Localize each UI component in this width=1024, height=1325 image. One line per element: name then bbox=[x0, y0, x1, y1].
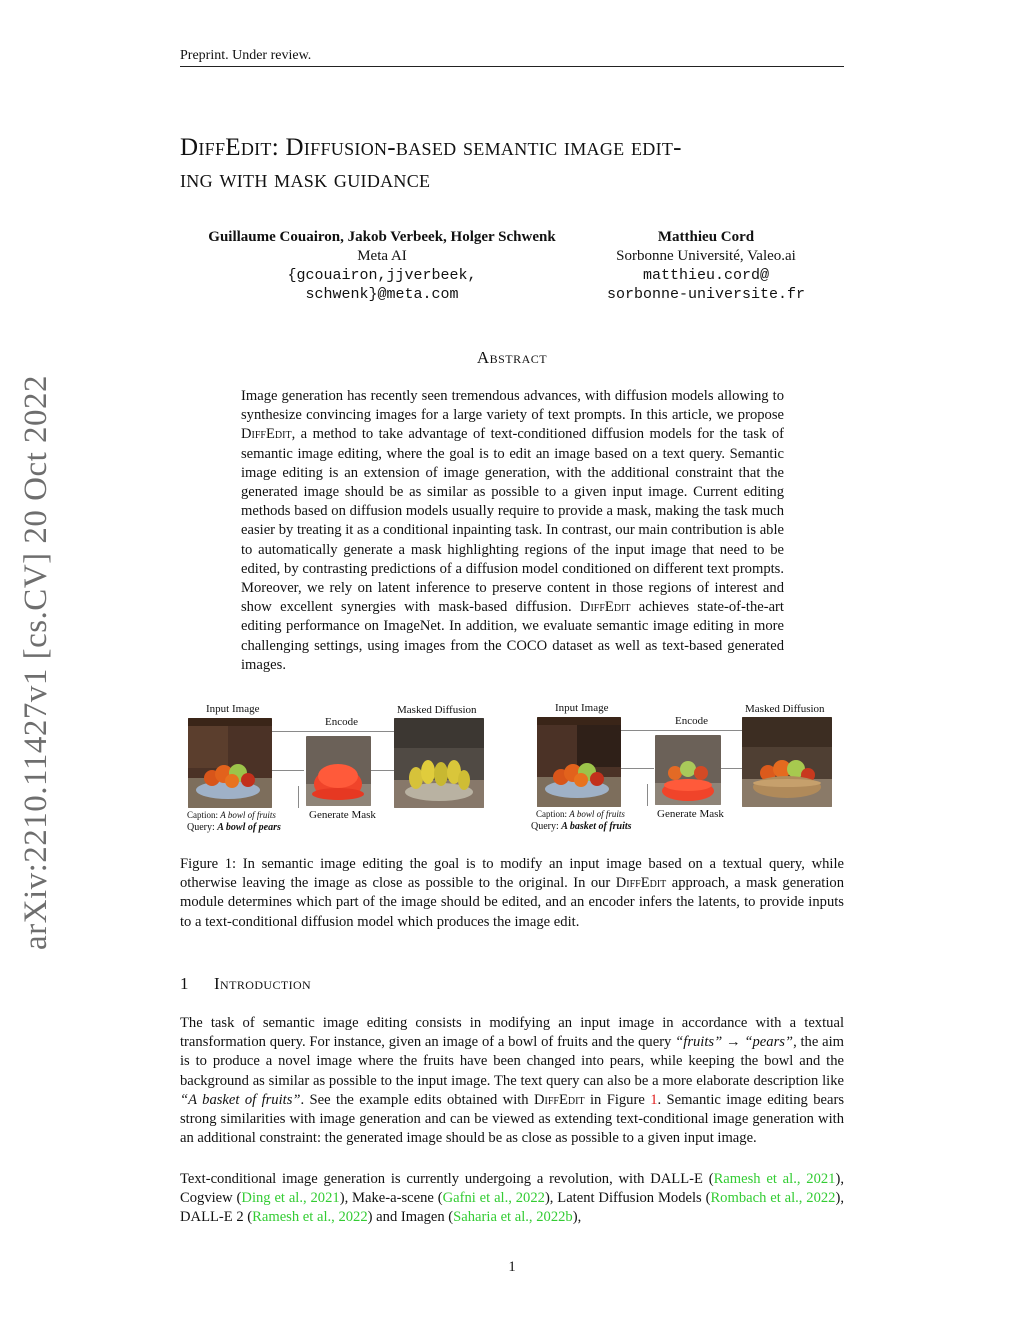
citation-link[interactable]: Ramesh et al., 2022 bbox=[252, 1209, 368, 1226]
quoted-text: “pears” bbox=[744, 1034, 794, 1051]
mask-overlay-photo bbox=[655, 735, 721, 805]
mask-overlay-photo bbox=[306, 736, 371, 806]
fruit-bowl-photo bbox=[188, 718, 272, 808]
query-text: A basket of fruits bbox=[561, 821, 632, 832]
query-label bbox=[531, 821, 632, 832]
caption-prefix: Caption: bbox=[536, 809, 570, 819]
body-text: . Semantic image editing bears strong similarities with image generation and can be viewed as extending text-conditional image generation with an additional constraint: the generated image should be as close as possible to a given input image. bbox=[180, 1091, 844, 1147]
author-email-1: {gcouairon,jjverbeek, bbox=[287, 267, 477, 284]
body-text: . See the example edits obtained with bbox=[300, 1091, 534, 1108]
caption-text: In semantic image editing the goal is to modify an input image based on a textual query, while otherwise leaving the image as close as possible to the original. In our bbox=[180, 856, 844, 892]
citation-link[interactable]: Ramesh et al., 2021 bbox=[713, 1171, 836, 1187]
input-image-label: Input Image bbox=[206, 703, 260, 715]
quoted-text: “fruits” bbox=[675, 1034, 723, 1051]
abstract-text: achieves state-of-the-art editing performance on ImageNet. In addition, we evaluate semantic image editing in more challenging settings, using images from the COCO dataset as well as text-based generated images. bbox=[241, 599, 784, 673]
input-image-label: Input Image bbox=[555, 702, 609, 714]
body-text: ), Latent Diffusion Models ( bbox=[544, 1190, 711, 1207]
paragraph bbox=[180, 1014, 844, 1148]
author-names: Guillaume Couairon, Jakob Verbeek, Holger Schwenk bbox=[208, 229, 556, 245]
figure-reference-link[interactable]: 1 bbox=[650, 1091, 658, 1108]
edited-image-basket bbox=[742, 717, 832, 807]
author-email-2: schwenk}@meta.com bbox=[305, 286, 459, 303]
body-text: in Figure bbox=[584, 1091, 651, 1108]
citation-link[interactable]: Rombach et al., 2022 bbox=[710, 1190, 836, 1207]
query-arrow bbox=[298, 786, 299, 808]
page-number: 1 bbox=[508, 1259, 516, 1275]
method-name: DiffEdit bbox=[241, 426, 292, 443]
generated-mask-image bbox=[655, 735, 721, 805]
author-email-1: matthieu.cord@ bbox=[642, 267, 770, 284]
figure-label: Figure 1: bbox=[180, 856, 237, 872]
body-text: ), Cogview ( bbox=[180, 1171, 844, 1207]
quoted-text: “A basket of fruits” bbox=[180, 1091, 301, 1108]
query-label bbox=[187, 822, 281, 833]
section-title: Introduction bbox=[214, 974, 312, 993]
abstract-heading: Abstract bbox=[476, 348, 548, 367]
body-text: The task of semantic image editing consists in modifying an input image in accordance with a textual transformation query. For instance, given an image of a bowl of fruits and the query bbox=[180, 1015, 844, 1051]
pear-bowl-photo bbox=[394, 718, 484, 808]
figure-caption bbox=[180, 855, 844, 932]
generated-mask-image bbox=[306, 736, 371, 806]
encode-label: Encode bbox=[325, 716, 358, 728]
author-email-2: sorbonne-universite.fr bbox=[606, 286, 806, 303]
arxiv-identifier: arXiv:2210.11427v1 [cs.CV] 20 Oct 2022 bbox=[18, 374, 54, 950]
abstract-body bbox=[241, 387, 784, 675]
masked-diffusion-label: Masked Diffusion bbox=[397, 704, 477, 716]
edited-image-pears bbox=[394, 718, 484, 808]
title-line-1: DiffEdit: Diffusion-based semantic image edit- bbox=[180, 134, 682, 161]
fruit-basket-photo bbox=[742, 717, 832, 807]
running-header: Preprint. Under review. bbox=[180, 48, 312, 63]
encode-arrow bbox=[272, 731, 394, 732]
arrow-symbol: → bbox=[722, 1034, 745, 1051]
caption-text: approach, a mask generation module determines which part of the image should be edited, and an encoder infers the latents, to provide inputs to a text-conditional diffusion model which produces the image edit. bbox=[180, 875, 845, 930]
query-arrow bbox=[647, 784, 648, 806]
input-image bbox=[188, 718, 272, 808]
method-name: DiffEdit bbox=[615, 875, 667, 892]
caption-text: A bowl of fruits bbox=[569, 809, 625, 819]
section-heading-introduction bbox=[180, 974, 311, 994]
section-number: 1 bbox=[180, 974, 189, 993]
query-prefix: Query: bbox=[187, 822, 218, 833]
author-affiliation: Meta AI bbox=[357, 248, 407, 264]
generate-mask-label: Generate Mask bbox=[657, 808, 724, 820]
encode-label: Encode bbox=[675, 715, 708, 727]
caption-text: A bowl of fruits bbox=[220, 810, 276, 820]
generate-mask-label: Generate Mask bbox=[309, 809, 376, 821]
fruit-bowl-photo bbox=[537, 717, 621, 807]
body-text: ), DALL-E 2 ( bbox=[180, 1190, 844, 1226]
masked-diffusion-label: Masked Diffusion bbox=[745, 703, 825, 715]
citation-link[interactable]: Ding et al., 2021 bbox=[241, 1190, 340, 1207]
caption-prefix: Caption: bbox=[187, 810, 221, 820]
query-text: A bowl of pears bbox=[217, 822, 281, 833]
author-block-sorbonne bbox=[594, 228, 818, 304]
paper-title bbox=[180, 132, 860, 196]
encode-arrow bbox=[621, 730, 742, 731]
author-affiliation: Sorbonne Université, Valeo.ai bbox=[616, 248, 796, 264]
citation-link[interactable]: Gafni et al., 2022 bbox=[442, 1190, 545, 1207]
body-text: , the aim is to produce a novel image where the fruits have been changed into pears, while keeping the bowl and the background as similar as possible to the input image. The text query can also be a more elaborate description like bbox=[180, 1034, 844, 1089]
abstract-text: Image generation has recently seen tremendous advances, with diffusion models allowing to synthesize convincing images for a large variety of text prompts. In this article, we propose bbox=[241, 388, 784, 424]
method-name: DiffEdit bbox=[534, 1091, 585, 1108]
citation-link[interactable]: Saharia et al., 2022b bbox=[453, 1209, 573, 1226]
body-text: Text-conditional image generation is currently undergoing a revolution, with DALL-E ( bbox=[180, 1171, 714, 1187]
body-text: ), bbox=[572, 1209, 582, 1226]
title-line-2: ing with mask guidance bbox=[180, 166, 431, 193]
paragraph bbox=[180, 1170, 844, 1228]
author-block-meta bbox=[180, 228, 584, 304]
abstract-text: , a method to take advantage of text-conditioned diffusion models for the task of semantic image editing, where the goal is to edit an image based on a text query. Semantic image editing is an extension of image generation, with the additional constraint that the generated image should be as similar as possible to a given input image. Current editing methods based on diffusion models usually require to provide a mask, making the task much easier by treating it as a conditional inpainting task. In contrast, our main contribution is able to automatically generate a mask highlighting regions of the input image that need to be edited, by contrasting predictions of a diffusion model conditioned on different text prompts. Moreover, we rely on latent inference to preserve content in those regions of interest and show excellent synergies with mask-based diffusion. bbox=[241, 426, 784, 616]
query-prefix: Query: bbox=[531, 821, 562, 832]
input-image bbox=[537, 717, 621, 807]
author-names: Matthieu Cord bbox=[657, 229, 755, 245]
mask-arrow bbox=[272, 770, 304, 771]
caption-label bbox=[536, 809, 625, 819]
method-name: DiffEdit bbox=[579, 599, 631, 616]
body-text: ), Make-a-scene ( bbox=[339, 1190, 443, 1207]
mask-to-diffusion-arrow bbox=[721, 768, 742, 769]
header-rule bbox=[180, 66, 844, 67]
caption-label bbox=[187, 810, 276, 820]
mask-to-diffusion-arrow bbox=[371, 770, 394, 771]
mask-arrow bbox=[621, 768, 654, 769]
body-text: ) and Imagen ( bbox=[367, 1209, 454, 1226]
